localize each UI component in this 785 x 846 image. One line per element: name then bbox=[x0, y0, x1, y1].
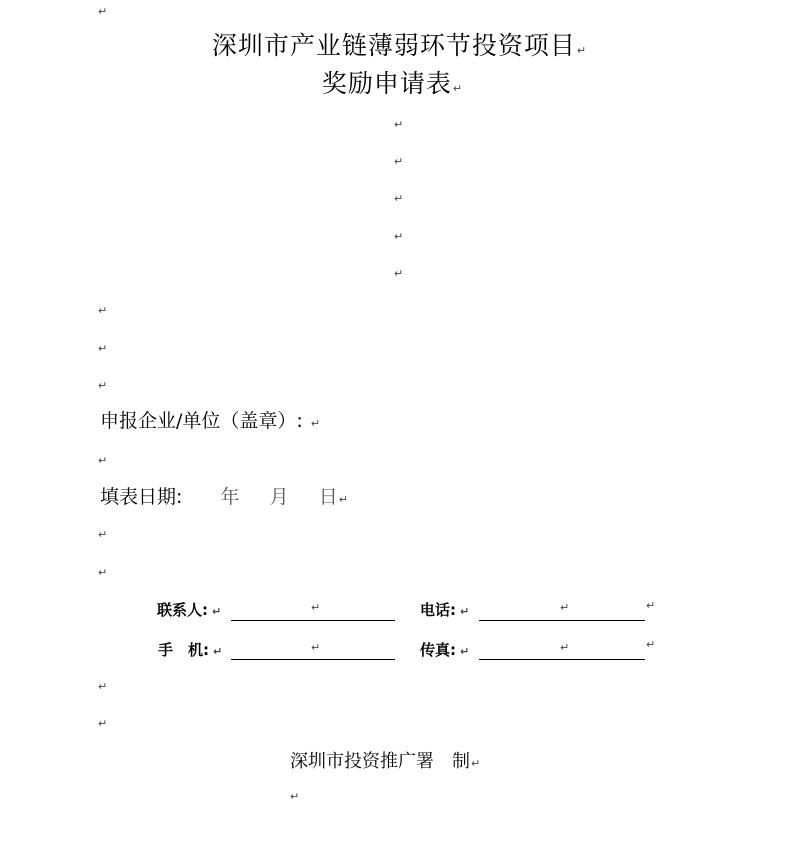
paragraph-mark-icon: ↵ bbox=[98, 717, 108, 730]
paragraph-mark-icon: ↵ bbox=[98, 379, 108, 392]
paragraph-mark-icon: ↵ bbox=[213, 645, 223, 658]
paragraph-mark-icon: ↵ bbox=[560, 641, 570, 654]
paragraph-mark-icon: ↵ bbox=[311, 601, 321, 614]
document-title-line-2: 奖励申请表↵ bbox=[321, 69, 464, 98]
applicant-label: 申报企业/单位（盖章）: bbox=[100, 410, 303, 432]
phone-label: 电话: ↵ bbox=[420, 601, 470, 619]
fill-date-label: 填表日期: bbox=[100, 486, 183, 508]
paragraph-mark-icon: ↵ bbox=[98, 528, 108, 541]
paragraph-mark-icon: ↵ bbox=[394, 155, 404, 168]
fax-field[interactable] bbox=[479, 659, 645, 660]
date-day: 日 bbox=[318, 486, 338, 508]
paragraph-mark-icon: ↵ bbox=[394, 267, 404, 280]
paragraph-mark-icon: ↵ bbox=[646, 599, 656, 612]
issuer-line bbox=[290, 747, 480, 773]
paragraph-mark-icon: ↵ bbox=[98, 454, 108, 467]
paragraph-mark-icon: ↵ bbox=[311, 641, 321, 654]
applicant-line bbox=[100, 406, 320, 433]
mobile-label: 手 机: ↵ bbox=[158, 641, 223, 659]
fill-date-line bbox=[100, 482, 348, 509]
contact-person-field[interactable] bbox=[231, 620, 395, 621]
paragraph-mark-icon: ↵ bbox=[452, 82, 464, 95]
paragraph-mark-icon: ↵ bbox=[310, 417, 321, 430]
date-month: 月 bbox=[269, 486, 289, 508]
paragraph-mark-icon: ↵ bbox=[98, 342, 108, 355]
paragraph-mark-icon: ↵ bbox=[212, 605, 222, 618]
paragraph-mark-icon: ↵ bbox=[98, 566, 108, 579]
paragraph-mark-icon: ↵ bbox=[290, 790, 300, 803]
paragraph-mark-icon: ↵ bbox=[576, 44, 588, 57]
paragraph-mark-icon: ↵ bbox=[98, 5, 108, 18]
paragraph-mark-icon: ↵ bbox=[646, 638, 656, 651]
paragraph-mark-icon: ↵ bbox=[394, 118, 404, 131]
contact-person-label: 联系人: ↵ bbox=[157, 601, 222, 619]
paragraph-mark-icon: ↵ bbox=[98, 304, 108, 317]
paragraph-mark-icon: ↵ bbox=[394, 192, 404, 205]
paragraph-mark-icon: ↵ bbox=[394, 230, 404, 243]
fax-label: 传真: ↵ bbox=[420, 641, 470, 659]
issuer-text: 深圳市投资推广署 制 bbox=[290, 751, 470, 772]
date-year: 年 bbox=[220, 486, 240, 508]
paragraph-mark-icon: ↵ bbox=[98, 680, 108, 693]
document-title-line-1: 深圳市产业链薄弱环节投资项目↵ bbox=[211, 31, 588, 60]
paragraph-mark-icon: ↵ bbox=[460, 605, 470, 618]
mobile-field[interactable] bbox=[231, 659, 395, 660]
phone-field[interactable] bbox=[479, 620, 645, 621]
paragraph-mark-icon: ↵ bbox=[338, 493, 348, 506]
paragraph-mark-icon: ↵ bbox=[471, 757, 481, 770]
paragraph-mark-icon: ↵ bbox=[560, 601, 570, 614]
paragraph-mark-icon: ↵ bbox=[460, 645, 470, 658]
